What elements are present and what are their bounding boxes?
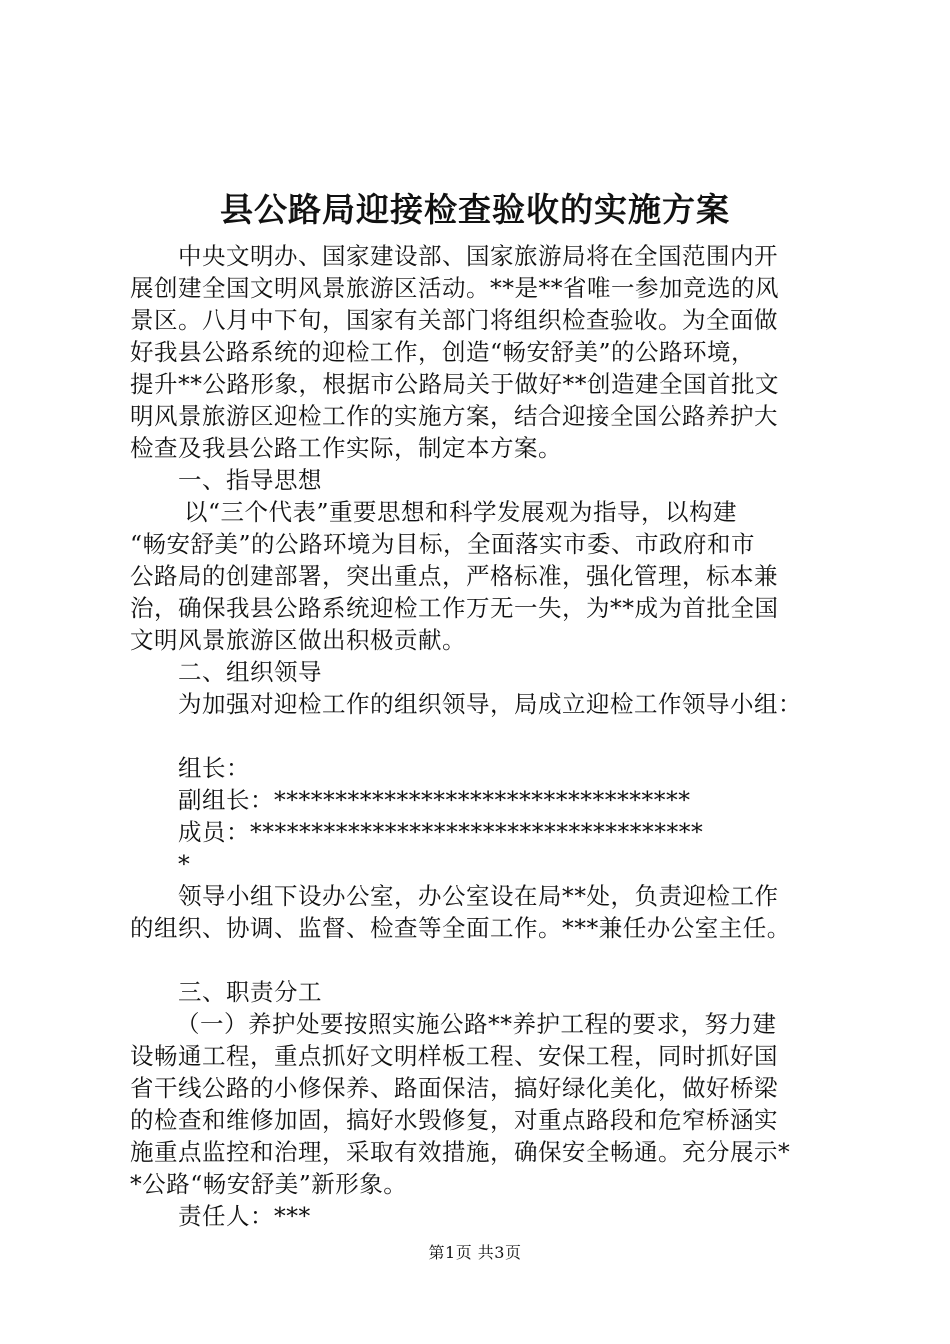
paragraph-line: 设畅通工程，重点抓好文明样板工程、安保工程，同时抓好国 xyxy=(130,1042,778,1070)
paragraph-line: 检查及我县公路工作实际，制定本方案。 xyxy=(130,434,562,462)
paragraph-line: 的组织、协调、监督、检查等全面工作。***兼任办公室主任。 xyxy=(130,914,791,942)
document-title: 县公路局迎接检查验收的实施方案 xyxy=(220,190,730,229)
paragraph-line: 好我县公路系统的迎检工作，创造“畅安舒美”的公路环境， xyxy=(130,338,756,366)
deputy-leader-line: 副组长：********************************** xyxy=(178,786,691,814)
paragraph-line: 的检查和维修加固，搞好水毁修复，对重点路段和危窄桥涵实 xyxy=(130,1106,778,1134)
responsible-person-line: 责任人：*** xyxy=(178,1202,311,1230)
leader-line: 组长： xyxy=(178,754,250,782)
paragraph-line: “畅安舒美”的公路环境为目标，全面落实市委、市政府和市 xyxy=(130,530,756,558)
paragraph-line: 景区。八月中下旬，国家有关部门将组织检查验收。为全面做 xyxy=(130,306,778,334)
paragraph-line: 治，确保我县公路系统迎检工作万无一失，为**成为首批全国 xyxy=(130,594,779,622)
members-line: 成员：************************************* xyxy=(178,818,704,846)
paragraph-line: 公路局的创建部署，突出重点，严格标准，强化管理，标本兼 xyxy=(130,562,778,590)
paragraph-line: 领导小组下设办公室，办公室设在局**处，负责迎检工作 xyxy=(178,882,779,910)
paragraph-line: *公路“畅安舒美”新形象。 xyxy=(130,1170,408,1198)
paragraph-line: 施重点监控和治理，采取有效措施，确保安全畅通。充分展示* xyxy=(130,1138,791,1166)
page-number-footer: 第1页 共3页 xyxy=(428,1243,522,1262)
section-heading: 一、指导思想 xyxy=(178,466,322,494)
paragraph-line: 为加强对迎检工作的组织领导，局成立迎检工作领导小组： xyxy=(178,690,802,718)
section-heading: 三、职责分工 xyxy=(178,978,322,1006)
paragraph-line: 明风景旅游区迎检工作的实施方案，结合迎接全国公路养护大 xyxy=(130,402,778,430)
paragraph-line: 展创建全国文明风景旅游区活动。**是**省唯一参加竞选的风 xyxy=(130,274,779,302)
section-heading: 二、组织领导 xyxy=(178,658,322,686)
paragraph-line: 中央文明办、国家建设部、国家旅游局将在全国范围内开 xyxy=(178,242,778,270)
paragraph-line: 文明风景旅游区做出积极贡献。 xyxy=(130,626,466,654)
members-line-continued: * xyxy=(178,850,191,878)
paragraph-line: 以“三个代表”重要思想和科学发展观为指导，以构建 xyxy=(184,498,738,526)
paragraph-line: 省干线公路的小修保养、路面保洁，搞好绿化美化，做好桥梁 xyxy=(130,1074,778,1102)
paragraph-line: 提升**公路形象，根据市公路局关于做好**创造建全国首批文 xyxy=(130,370,779,398)
paragraph-line: （一）养护处要按照实施公路**养护工程的要求，努力建 xyxy=(176,1010,777,1038)
